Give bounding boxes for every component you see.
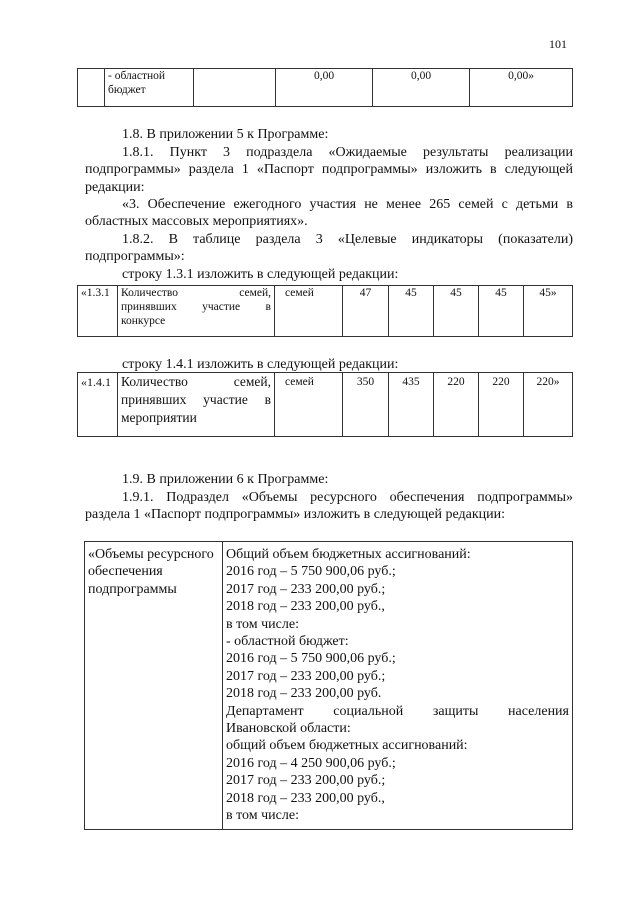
resource-line: 2018 год – 233 200,00 руб.,: [226, 790, 385, 806]
page-number: 101: [549, 37, 567, 51]
unit-cell: семей: [275, 286, 343, 337]
resources-content-cell: [223, 542, 573, 830]
resource-line: 2016 год – 4 250 900,06 руб.;: [226, 755, 396, 771]
value-cell: 0,00: [373, 69, 470, 107]
resource-line: 2017 год – 233 200,00 руб.;: [226, 773, 386, 789]
section-heading: 1.9. В приложении 6 к Программе:: [122, 472, 329, 487]
table-row: [78, 373, 573, 437]
value-cell: 350: [343, 373, 389, 437]
paragraph: 1.8.2. В таблице раздела 3 «Целевые индикаторы (показатели) подпрограммы»:: [85, 232, 573, 265]
indicator-name-cell: Количество семей, принявших участие в мероприятии: [118, 373, 275, 437]
value-cell: 220: [434, 373, 479, 437]
resources-table: [84, 541, 573, 830]
resource-line: 2018 год – 233 200,00 руб.: [226, 686, 382, 702]
empty-cell: [194, 69, 276, 107]
resource-line: 2017 год – 233 200,00 руб.;: [226, 668, 386, 684]
resource-line: 2018 год – 233 200,00 руб.,: [226, 599, 385, 615]
indicator-name-cell: Количество семей, принявших участие в конкурсе: [118, 286, 275, 337]
table-row: [78, 286, 573, 337]
paragraph: строку 1.3.1 изложить в следующей редакции:: [122, 267, 399, 282]
resource-line: 2017 год – 233 200,00 руб.;: [226, 581, 386, 597]
resources-label-cell: «Объемы ресурсного обеспечения подпрограммы: [85, 542, 223, 830]
paragraph: 1.9.1. Подраздел «Объемы ресурсного обеспечения подпрограммы» раздела 1 «Паспорт подпрограммы» изложить в следующей редакции:: [85, 490, 573, 523]
resource-line: Департамент социальной защиты населения: [226, 703, 569, 719]
row-id-cell: «1.4.1: [78, 373, 118, 437]
resource-line: в том числе:: [226, 616, 299, 632]
budget-source-cell: - областной бюджет: [105, 69, 194, 107]
value-cell: 45: [479, 286, 524, 337]
value-cell: 45: [389, 286, 434, 337]
paragraph: строку 1.4.1 изложить в следующей редакции:: [122, 357, 399, 372]
unit-cell: семей: [275, 373, 343, 437]
table-row: [85, 542, 573, 830]
resource-line: 2016 год – 5 750 900,06 руб.;: [226, 564, 396, 580]
section-heading: 1.8. В приложении 5 к Программе:: [122, 127, 329, 142]
resource-line: 2016 год – 5 750 900,06 руб.;: [226, 651, 396, 667]
resource-line: Общий объем бюджетных ассигнований:: [226, 547, 471, 562]
resource-line: - областной бюджет:: [226, 634, 349, 650]
value-cell: 0,00: [276, 69, 373, 107]
value-cell: 220: [479, 373, 524, 437]
resource-line: общий объем бюджетных ассигнований:: [226, 738, 468, 754]
value-cell: 220»: [524, 373, 573, 437]
indicator-table-141: [77, 372, 573, 437]
table-row: [78, 69, 573, 107]
budget-table-fragment: [77, 68, 573, 107]
value-cell: 0,00»: [470, 69, 573, 107]
value-cell: 435: [389, 373, 434, 437]
value-cell: 47: [343, 286, 389, 337]
paragraph: 1.8.1. Пункт 3 подраздела «Ожидаемые результаты реализации подпрограммы» раздела 1 «Паспорт подпрограммы» изложить в следующей редакции:: [85, 145, 573, 195]
indicator-table-131: [77, 285, 573, 337]
value-cell: 45: [434, 286, 479, 337]
resource-line: в том числе:: [226, 808, 299, 824]
paragraph: «3. Обеспечение ежегодного участия не менее 265 семей с детьми в областных массовых мероприятиях».: [85, 197, 573, 230]
empty-cell: [78, 69, 105, 107]
value-cell: 45»: [524, 286, 573, 337]
resource-line: Ивановской области:: [226, 721, 351, 737]
row-id-cell: «1.3.1: [78, 286, 118, 337]
